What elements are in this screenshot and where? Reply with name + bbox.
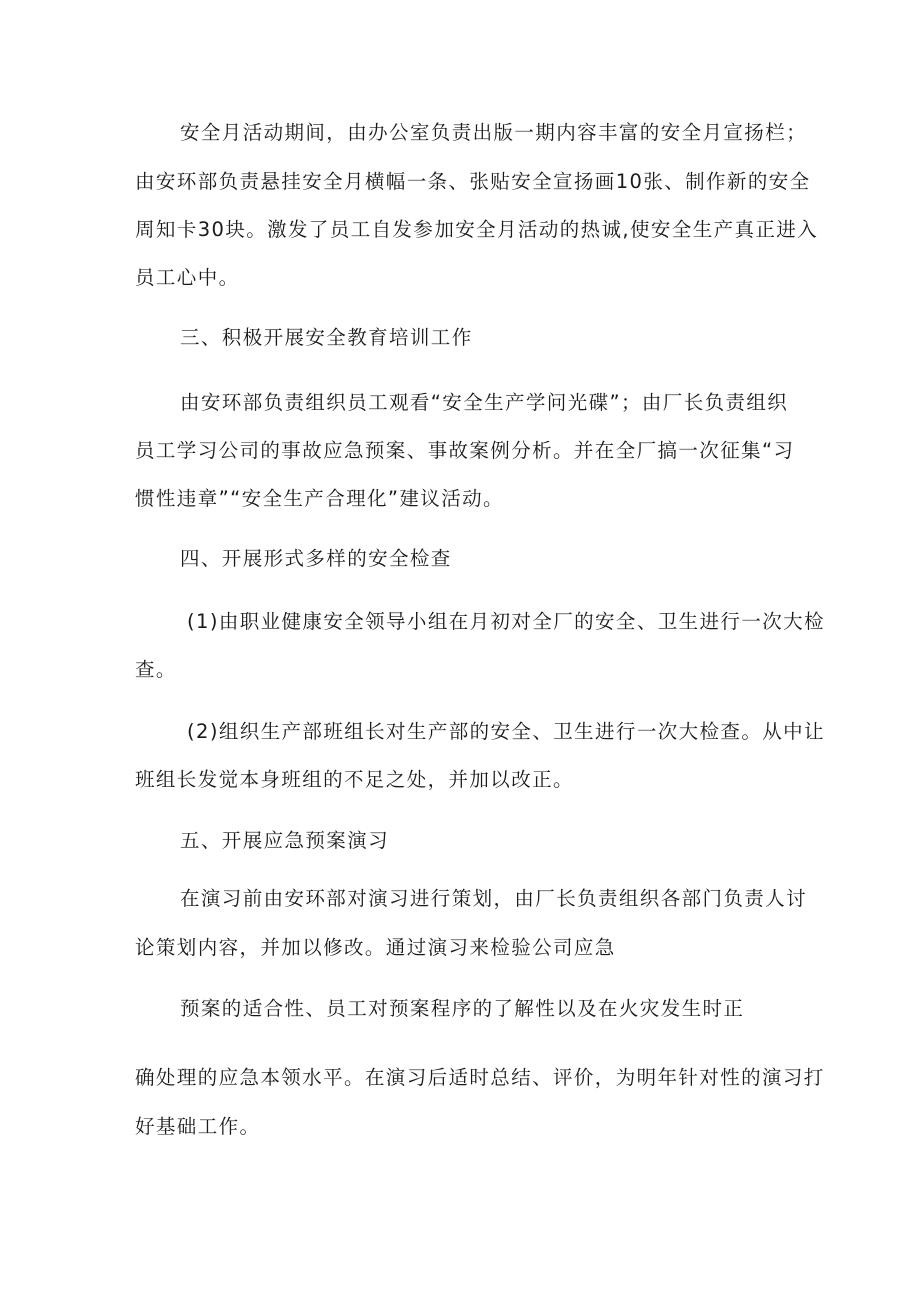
- paragraph-line: 员工学习公司的事故应急预案、事故案例分析。并在全厂搞一次征集“习: [135, 439, 795, 462]
- list-item-line: 查。: [135, 658, 177, 681]
- paragraph-line: 好基础工作。: [135, 1115, 261, 1138]
- section-heading: 五、开展应急预案演习: [180, 829, 390, 852]
- list-item-line: (1)由职业健康安全领导小组在月初对全厂的安全、卫生进行一次大检: [187, 610, 825, 633]
- paragraph-line: 确处理的应急本领水平。在演习后适时总结、评价，为明年针对性的演习打: [135, 1066, 825, 1089]
- paragraph-line: 周知卡30块。激发了员工自发参加安全月活动的热诚,使安全生产真正进入: [135, 218, 819, 241]
- paragraph-line: 由安环部负责组织员工观看“安全生产学问光碟”；由厂长负责组织: [180, 391, 789, 414]
- paragraph-line: 在演习前由安环部对演习进行策划，由厂长负责组织各部门负责人讨: [180, 887, 808, 910]
- section-heading: 三、积极开展安全教育培训工作: [180, 326, 473, 349]
- paragraph-line: 论策划内容，并加以修改。通过演习来检验公司应急: [135, 936, 616, 959]
- list-item-line: 班组长发觉本身班组的不足之处，并加以改正。: [135, 768, 574, 791]
- paragraph-line: 员工心中。: [135, 266, 240, 289]
- paragraph-line: 由安环部负责悬挂安全月横幅一条、张贴安全宣扬画10张、制作新的安全: [135, 170, 811, 193]
- paragraph-line: 惯性违章”“安全生产合理化”建议活动。: [135, 487, 504, 510]
- paragraph-line: 安全月活动期间，由办公室负责出版一期内容丰富的安全月宣扬栏；: [180, 121, 808, 144]
- paragraph-line: 预案的适合性、员工对预案程序的了解性以及在火灾发生时正: [180, 997, 745, 1020]
- list-item-line: (2)组织生产部班组长对生产部的安全、卫生进行一次大检查。从中让: [187, 720, 825, 743]
- section-heading: 四、开展形式多样的安全检查: [180, 547, 452, 570]
